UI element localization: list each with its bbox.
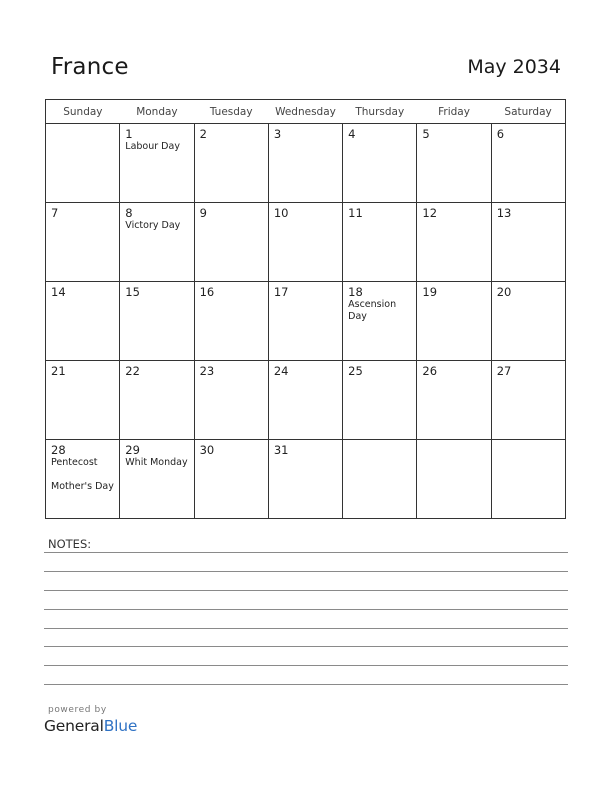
day-number: 14 xyxy=(51,285,66,299)
day-cell xyxy=(491,440,565,519)
weekday-header: Sunday xyxy=(46,100,120,124)
day-cell xyxy=(268,124,342,203)
notes-line xyxy=(44,684,568,685)
generalblue-logo xyxy=(44,717,137,735)
notes-line xyxy=(44,609,568,610)
day-cell xyxy=(491,203,565,282)
day-number: 5 xyxy=(422,127,430,141)
powered-by-text: powered by xyxy=(48,705,107,715)
weekday-header: Tuesday xyxy=(194,100,268,124)
holiday-label: Mother's Day xyxy=(51,481,114,492)
calendar-grid xyxy=(45,99,566,519)
day-number: 2 xyxy=(199,127,207,141)
day-number: 25 xyxy=(348,364,363,378)
day-cell xyxy=(120,203,194,282)
weekday-header: Friday xyxy=(417,100,491,124)
holiday-label: Victory Day xyxy=(125,220,181,231)
day-number: 13 xyxy=(496,206,512,220)
week-row xyxy=(46,124,566,203)
day-number: 27 xyxy=(496,364,512,378)
day-cell xyxy=(417,124,491,203)
day-cell xyxy=(120,361,194,440)
day-number: 17 xyxy=(273,285,289,299)
day-cell xyxy=(343,203,417,282)
day-number: 9 xyxy=(199,206,207,220)
day-number: 16 xyxy=(199,285,215,299)
notes-line xyxy=(44,571,568,572)
day-number: 22 xyxy=(125,364,140,378)
day-cell xyxy=(343,282,417,361)
day-number: 8 xyxy=(125,206,133,220)
day-number: 3 xyxy=(273,127,282,141)
day-cell xyxy=(343,361,417,440)
holiday-label: Ascension Day xyxy=(348,299,397,322)
day-cell xyxy=(46,203,120,282)
notes-line xyxy=(44,646,568,647)
weekday-header: Monday xyxy=(120,100,194,124)
day-number: 26 xyxy=(422,364,438,378)
notes-label: NOTES: xyxy=(48,537,92,551)
day-number: 7 xyxy=(51,206,59,220)
day-cell xyxy=(268,361,342,440)
day-cell xyxy=(194,282,268,361)
day-number: 12 xyxy=(422,206,438,220)
day-cell xyxy=(46,124,120,203)
weekday-header: Wednesday xyxy=(268,100,342,124)
day-number: 24 xyxy=(273,364,289,378)
day-cell xyxy=(491,282,565,361)
day-cell xyxy=(417,282,491,361)
day-cell xyxy=(417,361,491,440)
day-cell xyxy=(268,282,342,361)
day-cell xyxy=(194,361,268,440)
holiday-label: Labour Day xyxy=(125,141,180,152)
day-cell xyxy=(194,203,268,282)
notes-line xyxy=(44,665,568,666)
day-cell xyxy=(194,440,268,519)
brand-blue: Blue xyxy=(103,717,138,735)
day-number: 11 xyxy=(348,206,363,220)
day-number: 19 xyxy=(422,285,438,299)
holiday-label: Whit Monday xyxy=(125,457,188,468)
day-cell xyxy=(417,440,491,519)
day-cell xyxy=(417,203,491,282)
day-cell xyxy=(491,124,565,203)
weekday-header: Thursday xyxy=(343,100,417,124)
weekday-header: Saturday xyxy=(491,100,565,124)
notes-line xyxy=(44,552,568,553)
day-number: 15 xyxy=(125,285,140,299)
day-cell xyxy=(194,124,268,203)
day-cell xyxy=(120,282,194,361)
day-number: 21 xyxy=(51,364,66,378)
day-number: 1 xyxy=(125,127,133,141)
week-row xyxy=(46,282,566,361)
notes-line xyxy=(44,590,568,591)
week-row xyxy=(46,361,566,440)
day-cell xyxy=(120,124,194,203)
day-number: 18 xyxy=(348,285,363,299)
country-title: France xyxy=(51,54,129,80)
day-number: 28 xyxy=(51,443,66,457)
week-row xyxy=(46,440,566,519)
day-number: 10 xyxy=(273,206,289,220)
day-cell xyxy=(46,282,120,361)
day-number: 31 xyxy=(273,443,289,457)
day-cell xyxy=(343,124,417,203)
calendar-body xyxy=(46,124,566,519)
week-row xyxy=(46,203,566,282)
day-cell xyxy=(343,440,417,519)
day-cell xyxy=(268,440,342,519)
brand-general: General xyxy=(44,717,104,735)
notes-line xyxy=(44,628,568,629)
day-number: 4 xyxy=(348,127,356,141)
day-number: 6 xyxy=(496,127,505,141)
day-number: 20 xyxy=(496,285,512,299)
day-number: 30 xyxy=(199,443,215,457)
day-cell xyxy=(120,440,194,519)
day-cell xyxy=(46,440,120,519)
day-cell xyxy=(46,361,120,440)
day-cell xyxy=(491,361,565,440)
weekday-header-row xyxy=(46,100,566,124)
month-year-title: May 2034 xyxy=(467,56,561,78)
day-number: 29 xyxy=(125,443,140,457)
day-number: 23 xyxy=(199,364,215,378)
day-cell xyxy=(268,203,342,282)
holiday-label: Pentecost xyxy=(51,457,98,468)
